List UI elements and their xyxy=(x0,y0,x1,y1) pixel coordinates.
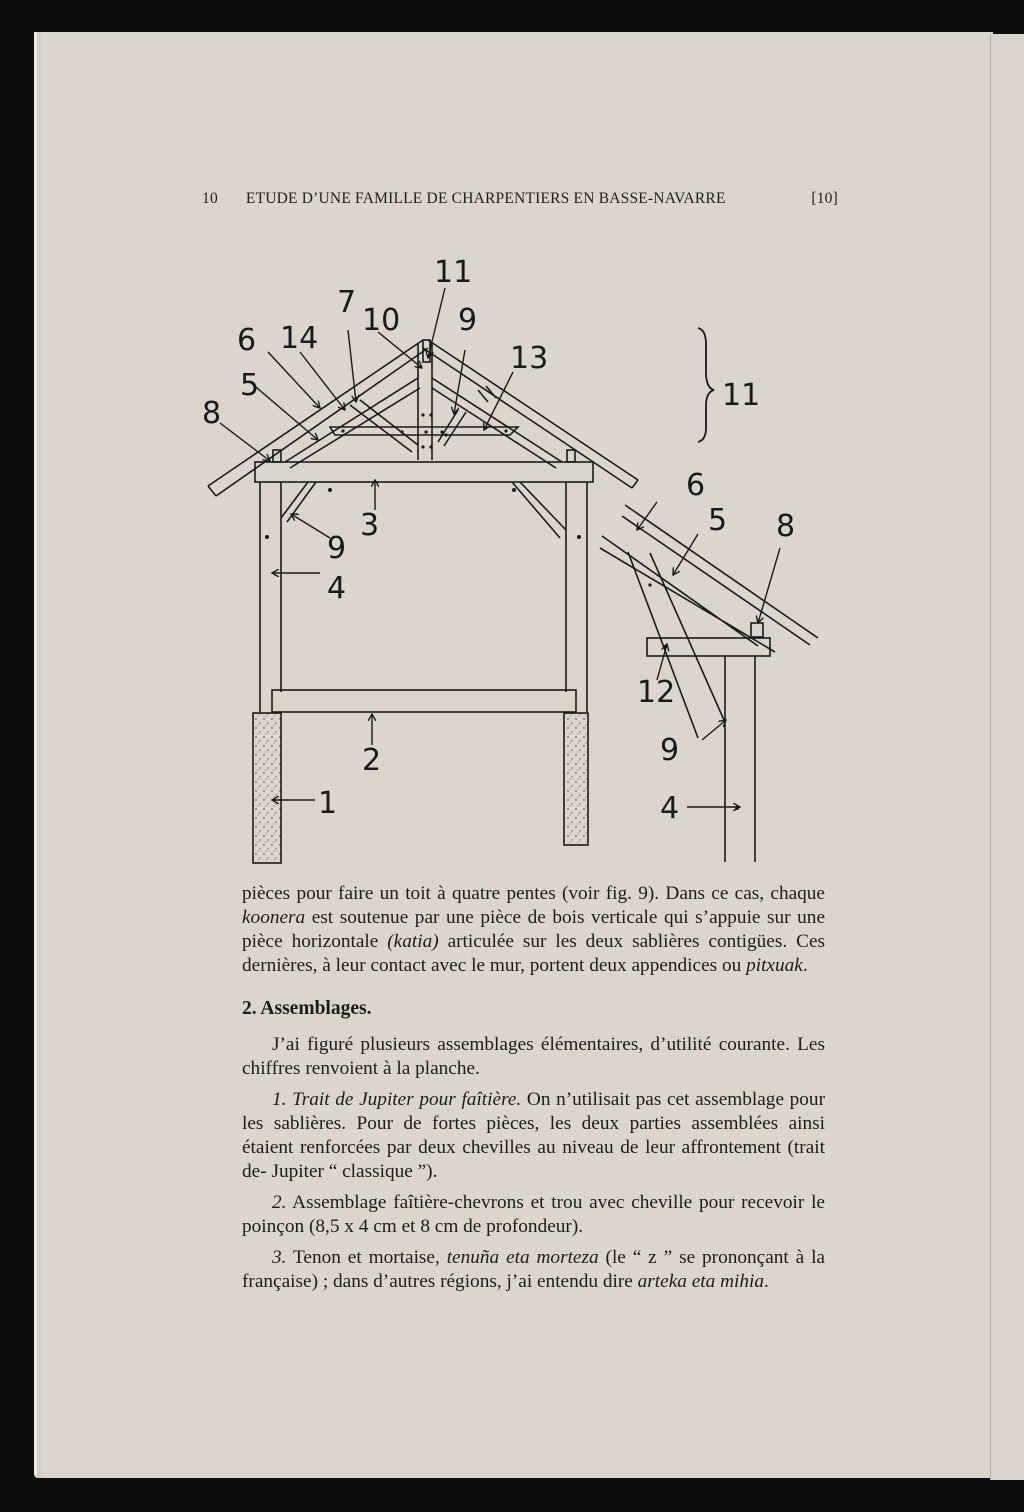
page-number: 10 xyxy=(202,190,218,207)
knee-brace-left xyxy=(281,482,316,522)
paragraph-item-1 xyxy=(242,1088,825,1184)
rafter-left xyxy=(208,340,428,496)
item-number: 3. xyxy=(272,1247,287,1268)
detail-label-4: 4 xyxy=(660,791,680,826)
sill-beam xyxy=(272,690,576,712)
term-arteka-eta-mihia: arteka eta mihia xyxy=(637,1271,765,1292)
text: articulée sur les deux sablières contigües. Ces dernières, à leur contact avec le mur, portent deux appendices ou xyxy=(242,931,826,976)
label-4: 4 xyxy=(327,571,347,606)
running-title: ETUDE D’UNE FAMILLE DE CHARPENTIERS EN BASSE-NAVARRE xyxy=(245,190,726,207)
text: Assemblage faîtière-chevrons et trou avec cheville pour recevoir le poinçon (8,5 x 4 cm et 8 cm de profondeur). xyxy=(242,1192,825,1237)
collar-beam xyxy=(330,427,518,435)
label-8: 8 xyxy=(202,396,222,431)
detail-label-6: 6 xyxy=(686,468,706,503)
detail-post-4 xyxy=(725,656,755,862)
brace-bracket xyxy=(698,328,714,442)
post-right xyxy=(566,482,587,712)
label-2: 2 xyxy=(362,743,382,778)
item-title: 1. Trait de Jupiter pour faîtière. xyxy=(272,1089,522,1110)
strut-right xyxy=(438,410,466,446)
section-heading: 2. Assemblages. xyxy=(242,998,372,1019)
term-koonera: koonera xyxy=(242,907,306,928)
timber-frame-drawing xyxy=(190,240,850,880)
text: Tenon et mortaise, xyxy=(286,1247,447,1268)
label-3: 3 xyxy=(360,508,380,543)
label-11: 11 xyxy=(434,255,473,290)
text: . xyxy=(802,955,808,976)
label-10: 10 xyxy=(362,303,401,338)
knee-brace-right xyxy=(512,482,566,538)
detail-rafter-5 xyxy=(600,536,775,652)
post-left xyxy=(260,482,281,712)
strut-left xyxy=(350,400,418,452)
detail-plate-8 xyxy=(751,623,763,637)
next-page-edge xyxy=(990,34,1024,1480)
paragraph-item-3 xyxy=(242,1246,825,1294)
term-tenuna-eta-morteza: tenuña eta morteza xyxy=(446,1247,599,1268)
label-6: 6 xyxy=(237,323,257,358)
text: (le “ z ” se prononçant à la française) ; dans d’autres régions, j’ai entendu dire xyxy=(242,1247,825,1292)
text: On n’utilisait pas cet assemblage pour les sablières. Pour de fortes pièces, les deux parties assemblées ainsi étaient renforcées par deux chevilles au niveau de leur affrontement (trait de- Jupiter “ classique ”). xyxy=(242,1089,825,1182)
detail-label-5: 5 xyxy=(708,503,728,538)
detail-label-9: 9 xyxy=(660,733,680,768)
label-brace-11: 11 xyxy=(722,378,761,413)
label-14: 14 xyxy=(280,321,319,356)
detail-label-12: 12 xyxy=(637,675,676,710)
term-pitxuak: pitxuak xyxy=(746,955,803,976)
paragraph-intro: J’ai figuré plusieurs assemblages élémentaires, d’utilité courante. Les chiffres renvoient à la planche. xyxy=(242,1034,825,1079)
principal-right xyxy=(432,378,562,468)
label-7: 7 xyxy=(337,285,357,320)
text: est soutenue par une pièce de bois verticale qui s’appuie sur une pièce horizontale xyxy=(242,907,825,952)
paragraph-item-2 xyxy=(242,1191,825,1239)
label-13: 13 xyxy=(510,341,549,376)
foundation-left xyxy=(253,713,281,863)
label-9-top: 9 xyxy=(458,303,478,338)
label-1: 1 xyxy=(318,786,338,821)
detail-label-8: 8 xyxy=(776,509,796,544)
running-head xyxy=(202,190,838,208)
wall-plate-right xyxy=(567,450,575,462)
label-5: 5 xyxy=(240,368,260,403)
leader-arrows xyxy=(220,288,780,807)
timber-frame-figure xyxy=(190,240,850,880)
text: pièces pour faire un toit à quatre pentes (voir fig. 9). Dans ce cas, chaque xyxy=(242,883,825,904)
brace-13 xyxy=(478,386,496,402)
term-katia: (katia) xyxy=(387,931,439,952)
text: . xyxy=(764,1271,769,1292)
page-reference: [10] xyxy=(811,190,838,207)
detail-brace-9 xyxy=(628,552,724,738)
tie-beam xyxy=(255,462,593,482)
body-text xyxy=(242,882,825,1294)
label-9-knee: 9 xyxy=(327,531,347,566)
item-number: 2. xyxy=(272,1192,287,1213)
paragraph-roof-pieces xyxy=(242,882,825,978)
foundation-right xyxy=(564,713,588,845)
